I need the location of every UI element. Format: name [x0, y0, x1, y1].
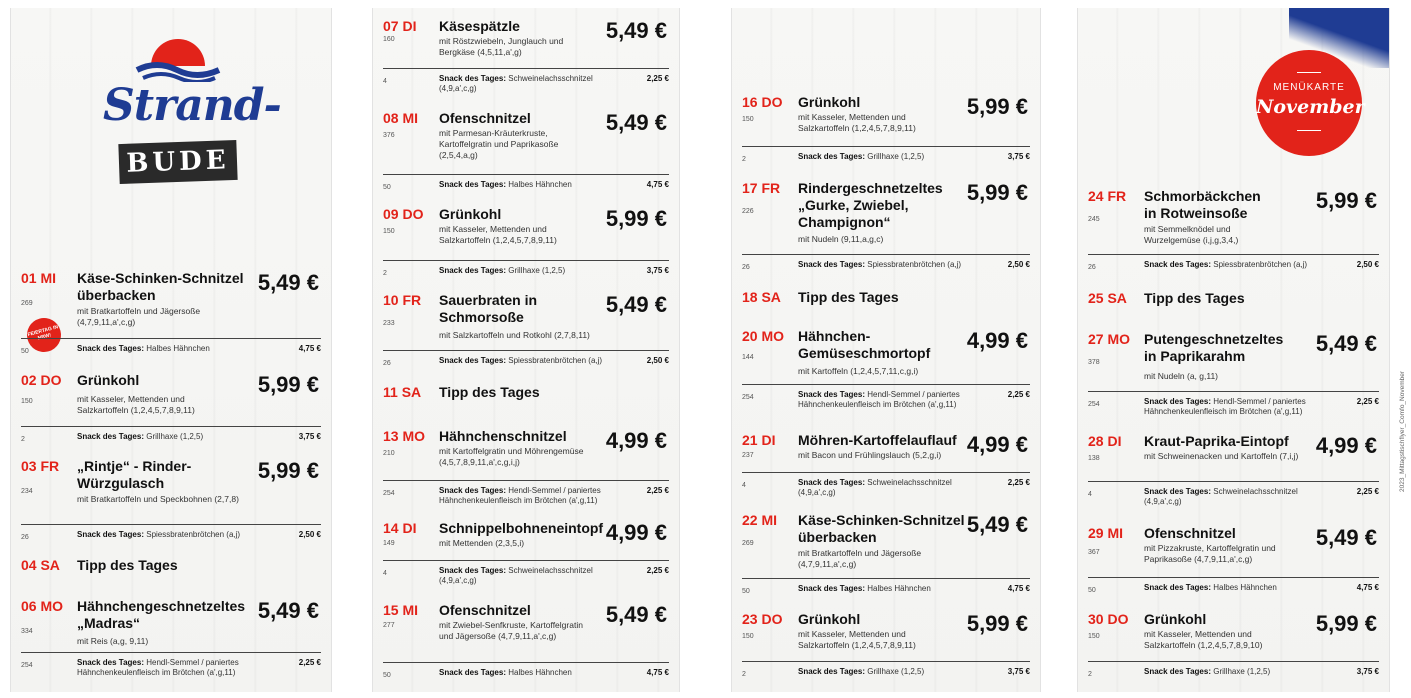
day-label: 24 FR [1088, 188, 1127, 204]
dish-number: 160 [383, 36, 395, 43]
snack-number: 254 [383, 490, 395, 497]
snack-price: 2,50 € [1356, 260, 1379, 269]
badge-divider [1297, 72, 1321, 73]
snack-row [1088, 391, 1379, 417]
dish-price: 4,99 € [966, 328, 1028, 353]
snack-text: Snack des Tages: Hendl-Semmel / paniertes Hähnchenkeulenfleisch im Brötchen (a',g,11) [77, 658, 239, 677]
dish-description: mit Bratkartoffeln und Jägersoße (4,7,9,11,a',c,g) [77, 306, 201, 327]
day-label: 18 SA [742, 289, 781, 305]
day-label: 29 MI [1088, 525, 1124, 541]
dish-description: mit Nudeln (9,11,a,g,c) [798, 234, 884, 244]
day-label: 23 DO [742, 611, 783, 627]
dish-title: Grünkohl [798, 94, 861, 110]
dish-price: 5,99 € [257, 458, 319, 483]
snack-number: 26 [21, 534, 29, 541]
dish-description: mit Kasseler, Mettenden und Salzkartoffeln (1,2,4,5,7,8,9,10) [1144, 629, 1263, 650]
snack-price: 2,25 € [646, 566, 669, 575]
snack-number: 2 [383, 270, 387, 277]
snack-text: Snack des Tages: Grillhaxe (1,2,5) [439, 266, 566, 275]
dish-description: mit Zwiebel-Senfkruste, Kartoffelgratin und Jägersoße (4,7,9,11,a',c,g) [439, 620, 583, 641]
snack-price: 3,75 € [646, 266, 669, 275]
dish-number: 150 [742, 633, 754, 640]
snack-row [1088, 254, 1379, 280]
dish-price: 5,49 € [1315, 525, 1377, 550]
dish-number: 149 [383, 540, 395, 547]
snack-text: Snack des Tages: Spiessbratenbrötchen (a,j) [1144, 260, 1308, 269]
dish-title: Grünkohl [439, 206, 502, 222]
day-label: 11 SA [383, 384, 422, 400]
snack-price: 2,25 € [646, 74, 669, 83]
snack-number: 50 [383, 184, 391, 191]
day-label: 07 DI [383, 18, 417, 34]
dish-price: 5,49 € [257, 270, 319, 295]
day-label: 15 MI [383, 602, 419, 618]
menu-month-badge [1256, 50, 1365, 156]
dish-number: 269 [21, 300, 33, 307]
snack-number: 50 [383, 672, 391, 679]
snack-number: 26 [1088, 264, 1096, 271]
dish-description: mit Nudeln (a, g,11) [1144, 371, 1219, 381]
dish-title: Ofenschnitzel [1144, 525, 1236, 541]
snack-text: Snack des Tages: Halbes Hähnchen [798, 584, 931, 593]
dish-number: 277 [383, 622, 395, 629]
logo-script-text: Strand- [103, 80, 281, 131]
snack-text: Snack des Tages: Grillhaxe (1,2,5) [798, 152, 925, 161]
snack-text: Snack des Tages: Schweinelachsschnitzel (4,9,a',c,g) [439, 566, 593, 585]
dish-number: 150 [21, 398, 33, 405]
snack-number: 254 [21, 662, 33, 669]
dish-price: 5,99 € [257, 372, 319, 397]
snack-text: Snack des Tages: Hendl-Semmel / paniertes Hähnchenkeulenfleisch im Brötchen (a',g,11) [1144, 397, 1306, 416]
snack-row [383, 260, 669, 286]
tipp-title: Tipp des Tages [798, 289, 899, 305]
snack-text: Snack des Tages: Spiessbratenbrötchen (a,j) [439, 356, 603, 365]
dish-number: 150 [1088, 633, 1100, 640]
dish-number: 234 [21, 488, 33, 495]
day-label: 04 SA [21, 557, 60, 573]
snack-price: 2,25 € [298, 658, 321, 667]
dish-description: mit Bacon und Frühlingslauch (5,2,g,i) [798, 450, 942, 460]
snack-number: 4 [383, 570, 387, 577]
dish-title: Hähnchenschnitzel [439, 428, 567, 444]
dish-title: Möhren-Kartoffelauflauf [798, 432, 957, 448]
snack-number: 50 [742, 588, 750, 595]
dish-description: mit Pizzakruste, Kartoffelgratin und Paprikasoße (4,7,9,11,a',c,g) [1144, 543, 1276, 564]
snack-text: Snack des Tages: Halbes Hähnchen [439, 668, 572, 677]
badge-month: November [1256, 96, 1365, 118]
day-label: 28 DI [1088, 433, 1122, 449]
snack-price: 4,75 € [1356, 583, 1379, 592]
snack-price: 2,25 € [1356, 397, 1379, 406]
dish-number: 245 [1088, 216, 1100, 223]
snack-text: Snack des Tages: Hendl-Semmel / paniertes Hähnchenkeulenfleisch im Brötchen (a',g,11) [439, 486, 601, 505]
snack-row [742, 472, 1030, 498]
tipp-title: Tipp des Tages [1144, 290, 1245, 306]
dish-title: Rindergeschnetzeltes „Gurke, Zwiebel, Champignon“ [798, 180, 943, 230]
dish-title: Käse-Schinken-Schnitzel überbacken [798, 512, 965, 545]
dish-price: 4,99 € [605, 428, 667, 453]
snack-number: 50 [21, 348, 29, 355]
dish-price: 5,99 € [966, 180, 1028, 205]
dish-number: 367 [1088, 549, 1100, 556]
snack-row [383, 68, 669, 94]
snack-number: 2 [1088, 671, 1092, 678]
dish-price: 4,99 € [605, 520, 667, 545]
day-label: 27 MO [1088, 331, 1131, 347]
snack-number: 4 [1088, 491, 1092, 498]
dish-description: mit Bratkartoffeln und Jägersoße (4,7,9,11,a',c,g) [798, 548, 922, 569]
day-label: 02 DO [21, 372, 62, 388]
snack-row [383, 662, 669, 688]
dish-price: 5,99 € [1315, 611, 1377, 636]
dish-price: 5,99 € [966, 611, 1028, 636]
dish-description: mit Kasseler, Mettenden und Salzkartoffeln (1,2,4,5,7,8,9,11) [798, 629, 916, 650]
snack-number: 254 [742, 394, 754, 401]
logo-block-text: BUDE [118, 140, 237, 184]
dish-description: mit Kasseler, Mettenden und Salzkartoffeln (1,2,4,5,7,8,9,11) [798, 112, 916, 133]
snack-text: Snack des Tages: Halbes Hähnchen [439, 180, 572, 189]
snack-text: Snack des Tages: Spiessbratenbrötchen (a,j) [77, 530, 241, 539]
dish-number: 210 [383, 450, 395, 457]
dish-price: 5,49 € [966, 512, 1028, 537]
snack-text: Snack des Tages: Hendl-Semmel / paniertes Hähnchenkeulenfleisch im Brötchen (a',g,11) [798, 390, 960, 409]
day-label: 21 DI [742, 432, 776, 448]
dish-price: 5,49 € [605, 602, 667, 627]
snack-row [1088, 661, 1379, 687]
snack-number: 254 [1088, 401, 1100, 408]
dish-title: Schmorbäckchen in Rotweinsoße [1144, 188, 1261, 221]
dish-number: 233 [383, 320, 395, 327]
snack-row [742, 146, 1030, 172]
snack-row [742, 384, 1030, 410]
dish-title: Putengeschnetzeltes in Paprikarahm [1144, 331, 1284, 364]
dish-price: 5,99 € [605, 206, 667, 231]
day-label: 30 DO [1088, 611, 1129, 627]
snack-price: 2,25 € [646, 486, 669, 495]
dish-title: Sauerbraten in Schmorsoße [439, 292, 538, 325]
dish-title: Hähnchengeschnetzeltes „Madras“ [77, 598, 246, 631]
snack-row [21, 652, 321, 678]
snack-number: 2 [21, 436, 25, 443]
snack-row [21, 426, 321, 452]
dish-price: 5,49 € [605, 110, 667, 135]
dish-price: 5,49 € [605, 292, 667, 317]
dish-number: 144 [742, 354, 754, 361]
snack-text: Snack des Tages: Spiessbratenbrötchen (a,j) [798, 260, 962, 269]
dish-number: 226 [742, 208, 754, 215]
day-label: 08 MI [383, 110, 419, 126]
holiday-badge: FEIERTAG IN NRW! [23, 314, 65, 356]
dish-title: Käsespätzle [439, 18, 520, 34]
dish-description: mit Semmelknödel und Wurzelgemüse (i,j,g,3,4,) [1144, 224, 1239, 245]
dish-title: Grünkohl [77, 372, 140, 388]
day-label: 16 DO [742, 94, 783, 110]
snack-row [383, 480, 669, 506]
snack-text: Snack des Tages: Halbes Hähnchen [77, 344, 210, 353]
snack-text: Snack des Tages: Schweinelachsschnitzel (4,9,a',c,g) [1144, 487, 1298, 506]
day-label: 10 FR [383, 292, 422, 308]
menu-column-1 [10, 8, 332, 692]
day-label: 01 MI [21, 270, 57, 286]
snack-price: 2,50 € [1007, 260, 1030, 269]
snack-row [383, 350, 669, 376]
tipp-title: Tipp des Tages [77, 557, 178, 573]
dish-title: Kraut-Paprika-Eintopf [1144, 433, 1289, 449]
dish-title: Grünkohl [1144, 611, 1207, 627]
dish-price: 5,49 € [1315, 331, 1377, 356]
dish-price: 5,49 € [257, 598, 319, 623]
strand-bude-logo [95, 32, 281, 202]
dish-number: 269 [742, 540, 754, 547]
day-label: 14 DI [383, 520, 417, 536]
day-label: 09 DO [383, 206, 424, 222]
dish-description: mit Kasseler, Mettenden und Salzkartoffeln (1,2,4,5,7,8,9,11) [439, 224, 557, 245]
snack-price: 2,50 € [646, 356, 669, 365]
dish-number: 378 [1088, 359, 1100, 366]
dish-number: 150 [383, 228, 395, 235]
snack-row [1088, 481, 1379, 507]
snack-price: 3,75 € [1356, 667, 1379, 676]
snack-price: 2,25 € [1007, 478, 1030, 487]
snack-price: 2,25 € [1007, 390, 1030, 399]
snack-price: 2,25 € [1356, 487, 1379, 496]
badge-subtitle: MENÜKARTE [1273, 82, 1345, 93]
dish-description: mit Mettenden (2,3,5,i) [439, 538, 525, 548]
snack-price: 4,75 € [646, 180, 669, 189]
dish-description: mit Kartoffeln (1,2,4,5,7,11,c,g,i) [798, 366, 919, 376]
dish-title: Grünkohl [798, 611, 861, 627]
snack-price: 4,75 € [1007, 584, 1030, 593]
dish-title: „Rintje“ - Rinder-Würzgulasch [77, 458, 192, 491]
snack-text: Snack des Tages: Schweinelachsschnitzel (4,9,a',c,g) [798, 478, 952, 497]
dish-title: Käse-Schinken-Schnitzel überbacken [77, 270, 244, 303]
dish-title: Hähnchen-Gemüseschmortopf [798, 328, 931, 361]
snack-row [383, 174, 669, 200]
dish-description: mit Reis (a,g, 9,11) [77, 636, 149, 646]
dish-number: 334 [21, 628, 33, 635]
snack-text: Snack des Tages: Grillhaxe (1,2,5) [798, 667, 925, 676]
day-label: 20 MO [742, 328, 785, 344]
dish-description: mit Röstzwiebeln, Junglauch und Bergkäse (4,5,11,a',g) [439, 36, 564, 57]
dish-price: 5,49 € [605, 18, 667, 43]
snack-price: 3,75 € [1007, 667, 1030, 676]
dish-description: mit Kartoffelgratin und Möhrengemüse (4,5,7,8,9,11,a',c,g,i,j) [439, 446, 584, 467]
dish-description: mit Parmesan-Kräuterkruste, Kartoffelgratin und Paprikasoße (2,5,4,a,g) [439, 128, 559, 160]
snack-text: Snack des Tages: Grillhaxe (1,2,5) [1144, 667, 1271, 676]
dish-price: 4,99 € [1315, 433, 1377, 458]
snack-text: Snack des Tages: Schweinelachsschnitzel (4,9,a',c,g) [439, 74, 593, 93]
dish-title: Ofenschnitzel [439, 110, 531, 126]
dish-number: 150 [742, 116, 754, 123]
snack-price: 4,75 € [646, 668, 669, 677]
sun-waves-icon [133, 32, 223, 82]
snack-row [742, 254, 1030, 280]
snack-row [21, 524, 321, 550]
dish-number: 138 [1088, 455, 1100, 462]
day-label: 17 FR [742, 180, 781, 196]
dish-price: 4,99 € [966, 432, 1028, 457]
snack-text: Snack des Tages: Grillhaxe (1,2,5) [77, 432, 204, 441]
dish-price: 5,99 € [966, 94, 1028, 119]
menu-column-4 [1077, 8, 1390, 692]
snack-number: 26 [383, 360, 391, 367]
snack-row [21, 338, 321, 364]
day-label: 06 MO [21, 598, 64, 614]
snack-price: 3,75 € [1007, 152, 1030, 161]
snack-row [742, 661, 1030, 687]
snack-number: 50 [1088, 587, 1096, 594]
menu-column-3 [731, 8, 1041, 692]
day-label: 13 MO [383, 428, 426, 444]
snack-row [383, 560, 669, 586]
snack-price: 4,75 € [298, 344, 321, 353]
snack-number: 2 [742, 671, 746, 678]
badge-divider [1297, 130, 1321, 131]
snack-price: 2,50 € [298, 530, 321, 539]
dish-number: 237 [742, 452, 754, 459]
dish-description: mit Schweinenacken und Kartoffeln (7,i,j) [1144, 451, 1299, 461]
snack-number: 26 [742, 264, 750, 271]
menu-column-2 [372, 8, 680, 692]
dish-description: mit Kasseler, Mettenden und Salzkartoffeln (1,2,4,5,7,8,9,11) [77, 394, 195, 415]
tipp-title: Tipp des Tages [439, 384, 540, 400]
dish-title: Ofenschnitzel [439, 602, 531, 618]
dish-description: mit Bratkartoffeln und Speckbohnen (2,7,8) [77, 494, 239, 504]
day-label: 25 SA [1088, 290, 1127, 306]
snack-number: 4 [383, 78, 387, 85]
snack-number: 2 [742, 156, 746, 163]
snack-price: 3,75 € [298, 432, 321, 441]
snack-number: 4 [742, 482, 746, 489]
snack-text: Snack des Tages: Halbes Hähnchen [1144, 583, 1277, 592]
dish-price: 5,99 € [1315, 188, 1377, 213]
dish-description: mit Salzkartoffeln und Rotkohl (2,7,8,11) [439, 330, 590, 340]
snack-row [742, 578, 1030, 604]
day-label: 22 MI [742, 512, 778, 528]
day-label: 03 FR [21, 458, 60, 474]
dish-number: 376 [383, 132, 395, 139]
dish-title: Schnippelbohneneintopf [439, 520, 604, 536]
snack-row [1088, 577, 1379, 603]
